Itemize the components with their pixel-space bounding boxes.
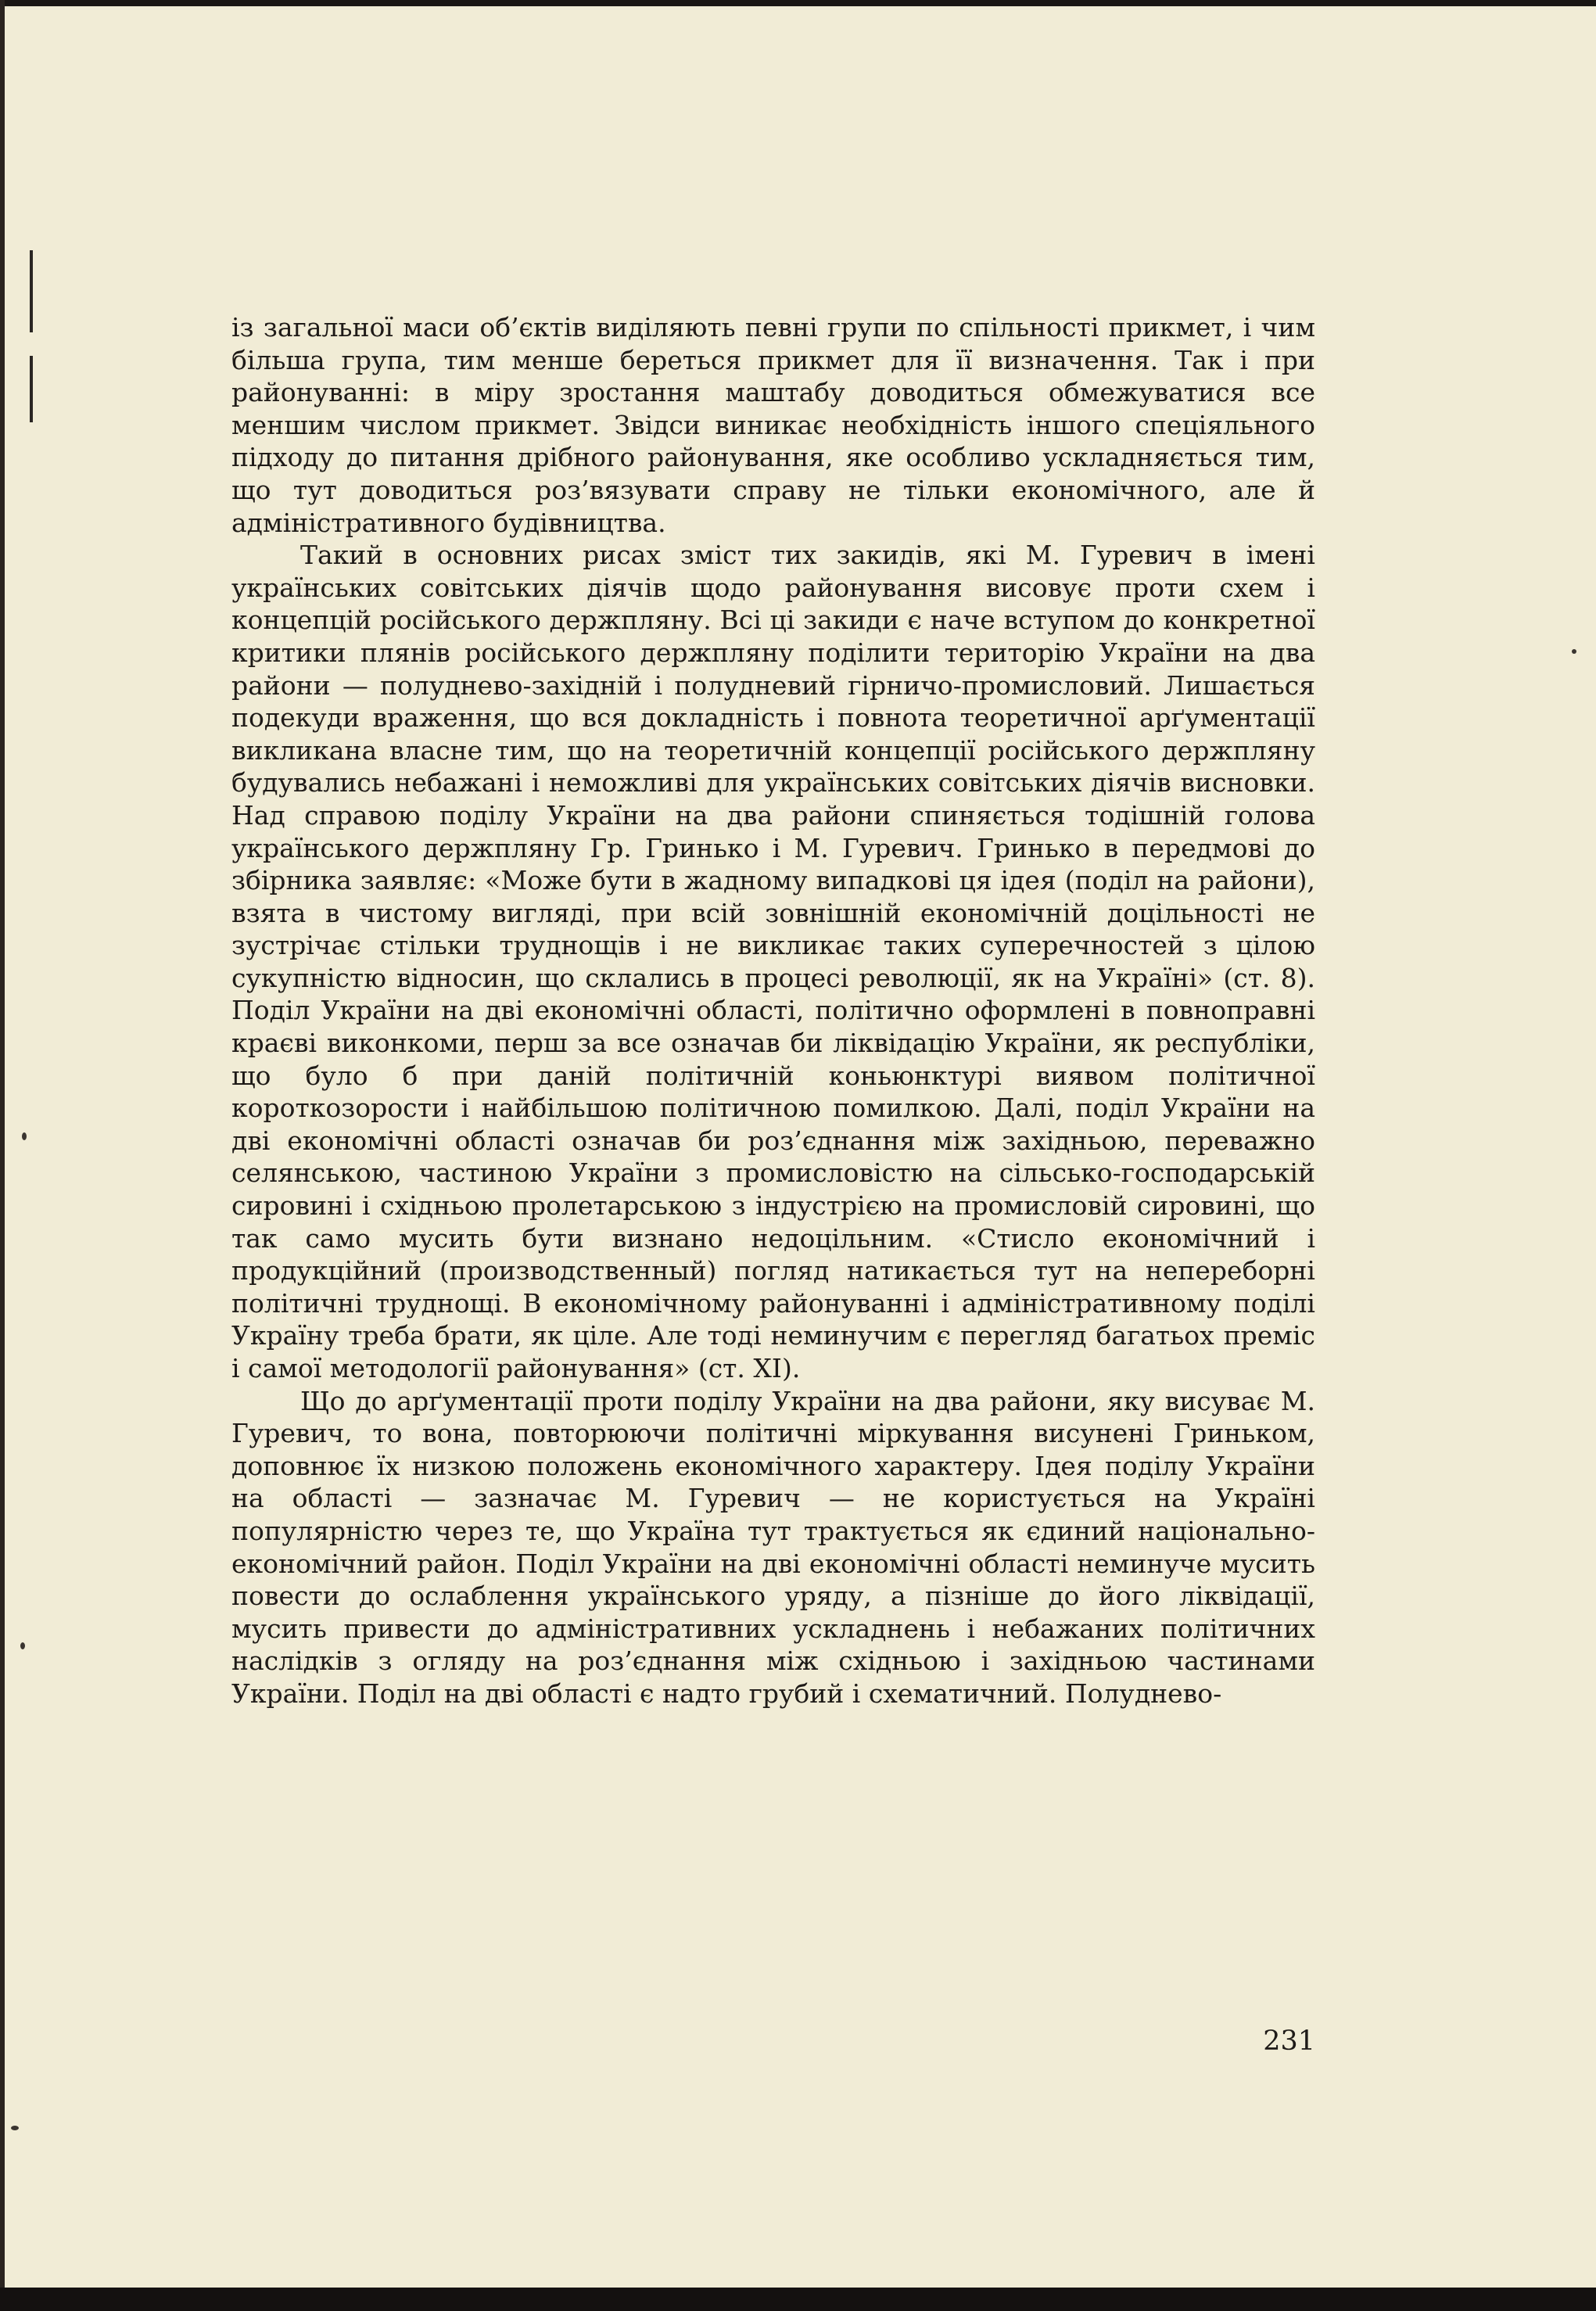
paragraph: із загальної маси об’єктів виділяють певні групи по спільності прикмет, і чим більша група, тим менше береться прикмет для її визначення. Так і при районуванні: в міру зростання маштабу доводиться обмежуватися все меншим числом прикмет. Звідси виникає необхідність іншого спеціяльного підходу до питання дрібного районування, яке особливо ускладняється тим, що тут доводиться роз’вязувати справу не тільки економічного, але й адміністративного будівництва. <box>231 312 1315 538</box>
scan-speck <box>11 2126 19 2130</box>
scan-speck <box>20 1642 25 1649</box>
scan-bottom-edge <box>0 2288 1596 2311</box>
scan-speck <box>1572 649 1576 654</box>
margin-rule <box>30 250 33 332</box>
scan-speck <box>22 1132 27 1140</box>
scan-top-edge <box>0 0 1596 6</box>
scan-left-edge <box>0 0 5 2311</box>
body-text <box>231 311 1315 1710</box>
paragraph: Такий в основних рисах зміст тих закидів, які М. Гуревич в імені українських совітських діячів щодо районування висовує проти схем і концепцій російського держпляну. Всі ці закиди є наче вступом до конкретної критики плянів російського держпляну поділити територію України на два райони — полуднево-західній і полудневий гірничо-промисловий. Лишається подекуди враження, що вся докладність і повнота теоретичної арґументації викликана власне тим, що на теоретичній концепції російського держпляну будувались небажані і неможливі для українських совітських діячів висновки. Над справою поділу України на два райони спиняється тодішній голова українського держпляну Гр. Гринько і М. Гуревич. Гринько в передмові до збірника заявляє: «Може бути в жадному випадкові ця ідея (поділ на райони), взята в чистому вигляді, при всій зовнішній економічній доцільності не зустрічає стільки труднощів і не викликає таких суперечностей з цілою сукупністю відносин, що склались в процесі революції, як на Україні» (ст. 8). Поділ України на дві економічні області, політично оформлені в повноправні краєві виконкоми, перш за все означав би ліквідацію України, як республіки, що було б при даній політичній коньюнктурі виявом політичної короткозорости і найбільшою політичною помилкою. Далі, поділ України на дві економічні області означав би роз’єднання між західньою, переважно селянською, частиною України з промисловістю на сільсько-господарській сировині і східньою пролетарською з індустрією на промисловій сировині, що так само мусить бути визнано недоцільним. «Стисло економічний і продукційний (производственный) погляд натикається тут на непереборні політичні труднощі. В економічному районуванні і адміністративному поділі Україну треба брати, як ціле. Але тоді неминучим є перегляд багатьох преміс і самої методології районування» (ст. XI). <box>231 540 1315 1383</box>
paragraph: Що до арґументації проти поділу України на два райони, яку висуває М. Гуревич, то вона, повторюючи політичні міркування висунені Гриньком, доповнює їх низкою положень економічного характеру. Ідея поділу України на області — зазначає М. Гуревич — не користується на Україні популярністю через те, що Україна тут трактується як єдиний національно-економічний район. Поділ України на дві економічні області неминуче мусить повести до ослаблення українського уряду, а пізніше до його ліквідації, мусить привести до адміністративних ускладнень і небажаних політичних наслідків з огляду на роз’єднання між східньою і західньою частинами України. Поділ на дві області є надто грубий і схематичний. Полудневo- <box>231 1385 1315 1709</box>
margin-rule <box>30 356 33 422</box>
page-number: 231 <box>1263 2026 1315 2057</box>
